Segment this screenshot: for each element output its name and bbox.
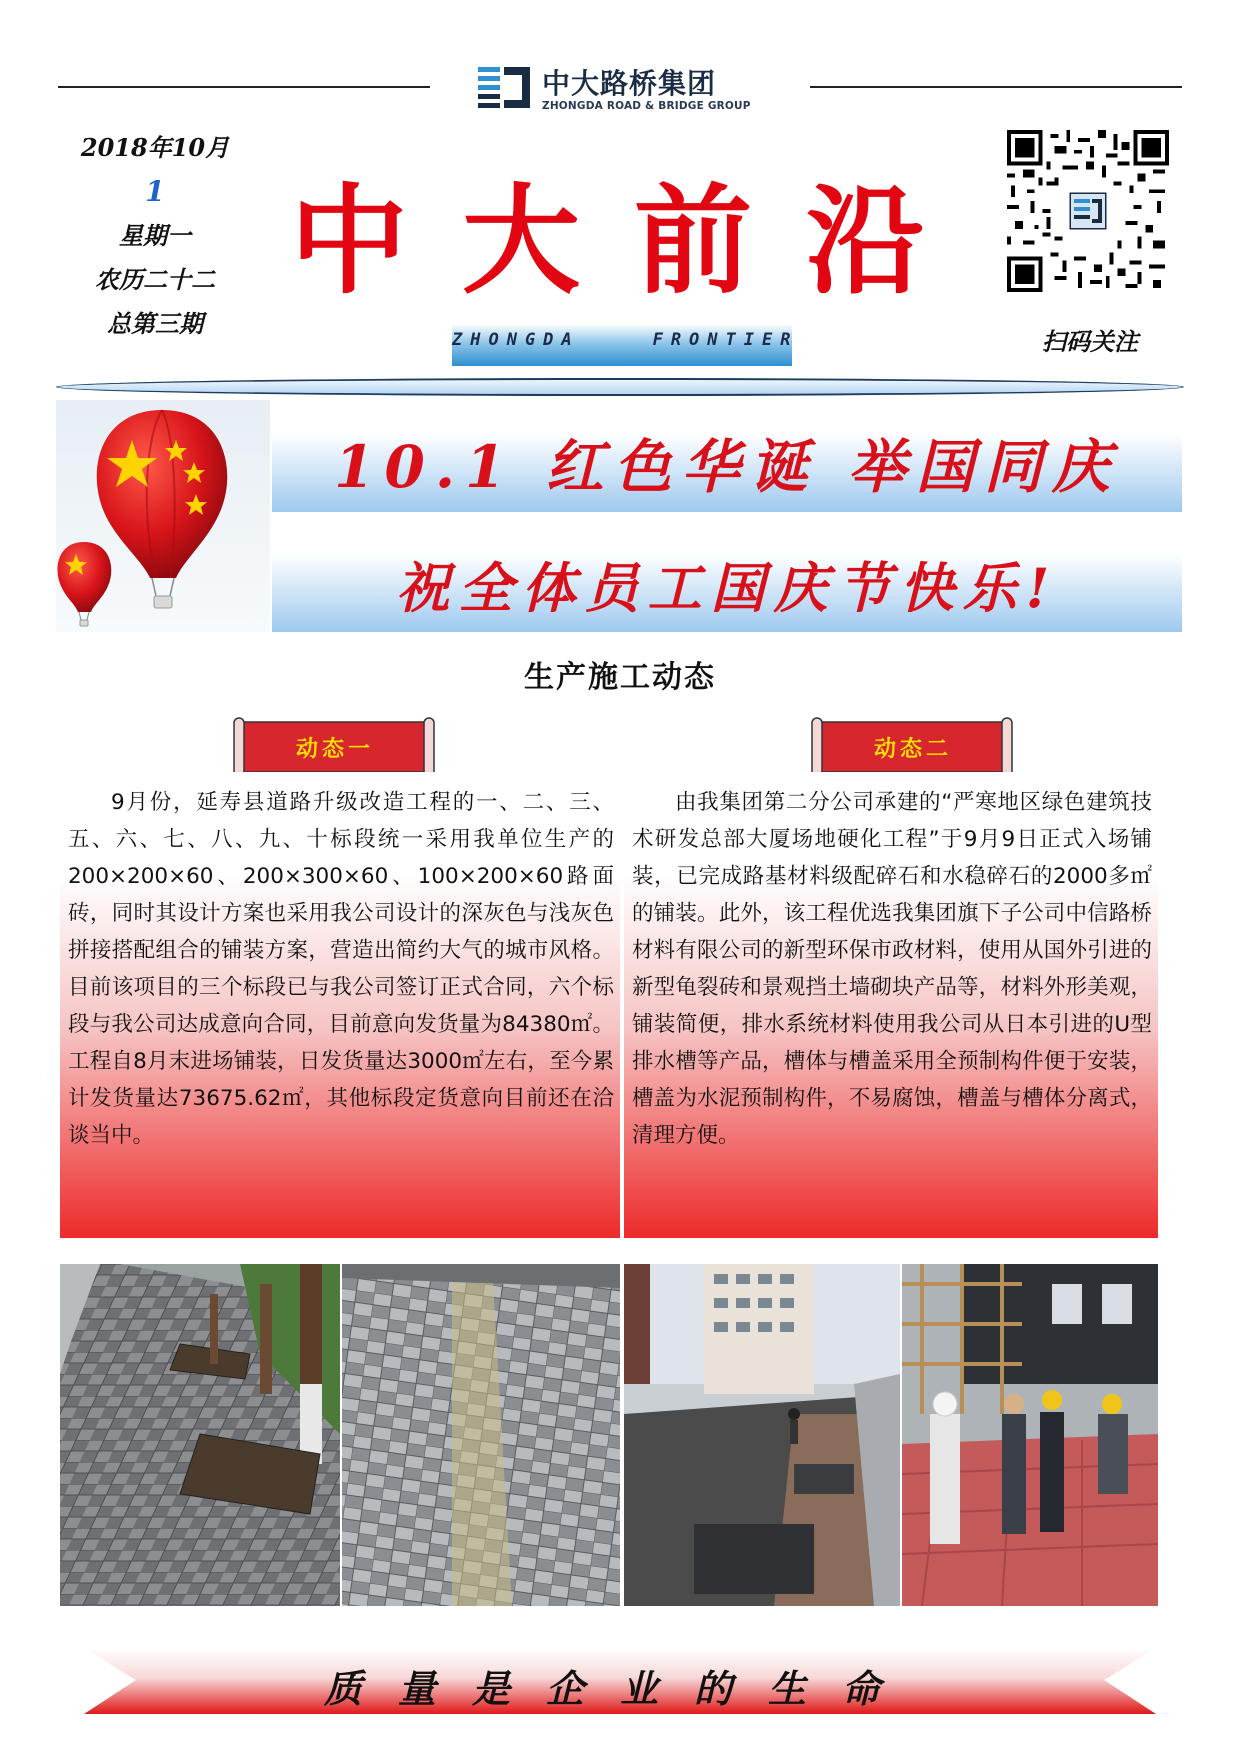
balloon-panel: [56, 400, 270, 632]
photo-workers-red-pavers: [902, 1264, 1158, 1606]
newspaper-title: 中大前沿: [290, 171, 979, 310]
qr-caption: 扫码关注: [1042, 327, 1138, 356]
right-scroll-label: [808, 714, 1016, 780]
banner-line-1: [272, 400, 1182, 512]
section-title: 生产施工动态: [524, 660, 716, 695]
photo-sidewalk-trees: [60, 1264, 340, 1606]
banner-text-2: 祝全体员工国庆节快乐!: [395, 556, 1059, 620]
issue-date-block: [60, 126, 250, 346]
company-logo: [476, 62, 776, 116]
left-article-text: 9月份，延寿县道路升级改造工程的一、二、三、五、六、七、八、九、十标段统一采用我单位生产的200×200×60、200×300×60、100×200×60路面砖，同时其设计方案也采用我公司设计的深灰色与浅灰色拼接搭配组合的铺装方案，营造出简约大气的城市风格。目前该项目的三个标段已与我公司签订正式合同，六个标段与我公司达成意向合同，目前意向发货量为84380㎡。工程自8月末进场铺装，日发货量达3000㎡左右，至今累计发货量达73675.62㎡，其他标段定货意向目前还在洽谈当中。: [68, 790, 614, 1148]
masthead-rule-left: [58, 86, 430, 88]
issue-date: 2018年10月: [80, 133, 230, 162]
national-day-banner: [56, 400, 1182, 632]
masthead-divider: [56, 378, 1184, 396]
qr-code-icon[interactable]: [1006, 130, 1170, 292]
logo-english-name: ZHONGDA ROAD & BRIDGE GROUP: [542, 100, 751, 112]
footer-banner: [84, 1638, 1156, 1722]
right-article: [624, 772, 1158, 1238]
company-logo-icon: [476, 64, 534, 112]
right-article-text: 由我集团第二分公司承建的“严寒地区绿色建筑技术研发总部大厦场地硬化工程”于9月9日正式入场铺装，已完成路基材料级配碎石和水稳碎石的2000多㎡的铺装。此外，该工程优选我集团旗下子公司中信路桥材料有限公司的新型环保市政材料，使用从国外引进的新型龟裂砖和景观挡土墙砌块产品等，材料外形美观，铺装简便，排水系统材料使用我公司从日本引进的U型排水槽等产品，槽体与槽盖采用全预制构件便于安装，槽盖为水泥预制构件，不易腐蚀，槽盖与槽体分离式，清理方便。: [632, 790, 1152, 1148]
title-english: ZHONGDA FRONTIER: [452, 330, 799, 350]
issue-day: 1: [145, 175, 165, 208]
banner-text-1: 10.1 红色华诞 举国同庆: [334, 433, 1120, 501]
issue-lunar-date: 农历二十二: [95, 265, 215, 294]
issue-weekday: 星期一: [119, 221, 191, 250]
footer-slogan: 质量是企业的生命: [323, 1666, 916, 1711]
right-scroll-text: 动态二: [873, 737, 952, 762]
masthead-rule-right: [810, 86, 1182, 88]
photo-construction-site: [624, 1264, 900, 1606]
issue-number: 总第三期: [107, 309, 203, 338]
left-scroll-text: 动态一: [295, 737, 374, 762]
left-scroll-label: [230, 714, 438, 780]
banner-line-2: [272, 520, 1182, 632]
photo-gray-pavers: [342, 1264, 620, 1606]
logo-chinese-name: 中大路桥集团: [542, 67, 717, 100]
left-article: [60, 772, 620, 1238]
balloon-icon: [56, 400, 270, 632]
title-english-bar: [452, 324, 799, 366]
